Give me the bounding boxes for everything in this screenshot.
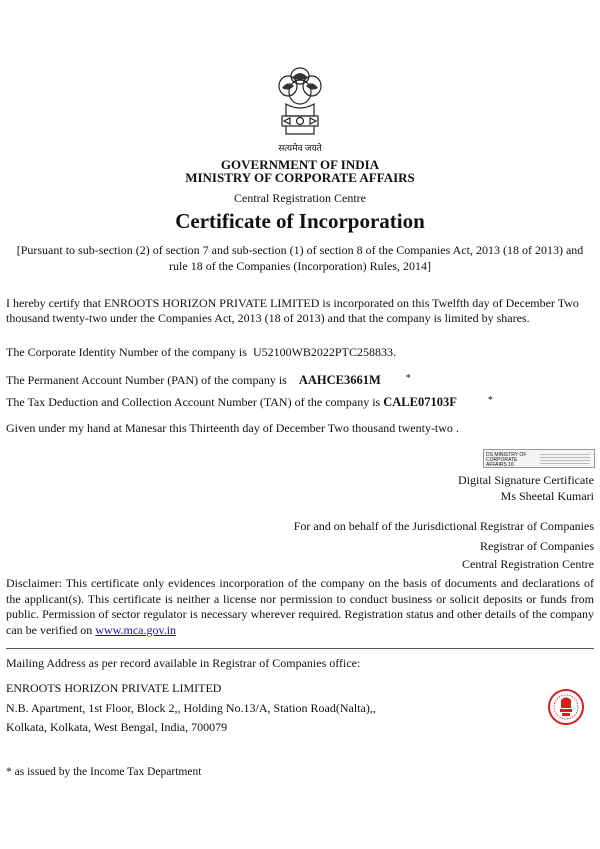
signer-name: Ms Sheetal Kumari <box>500 489 594 503</box>
dsc-label: Digital Signature Certificate <box>458 473 594 487</box>
mca-seal-icon <box>547 688 585 726</box>
emblem-motto: सत्यमेव जयते <box>278 143 322 153</box>
certificate-title: Certificate of Incorporation <box>175 209 425 233</box>
cin-value: U52100WB2022PTC258833. <box>252 345 396 359</box>
certification-statement: I hereby certify that ENROOTS HORIZON PRIVATE LIMITED is incorporated on this Twelfth day of December Two thousand twenty-two under the Companies Act, 2013 (18 of 2013) and that the company is limited by shares. <box>6 296 579 325</box>
mailing-address-line1: N.B. Apartment, 1st Floor, Block 2,, Holding No.13/A, Station Road(Nalta),, <box>6 701 376 715</box>
signature-stamp-details <box>540 452 590 464</box>
section-divider <box>6 648 594 649</box>
signature-stamp-text: DS MINISTRY OF CORPORATE AFFAIRS 16 <box>486 452 527 468</box>
cin-label: The Corporate Identity Number of the company is <box>6 345 247 359</box>
registrar-title: Registrar of Companies <box>480 539 594 553</box>
mailing-address-line2: Kolkata, Kolkata, West Bengal, India, 700079 <box>6 720 228 734</box>
footnote: * as issued by the Income Tax Department <box>6 766 202 778</box>
tan-asterisk: * <box>487 395 493 406</box>
mailing-address-heading: Mailing Address as per record available in Registrar of Companies office: <box>6 656 361 670</box>
pan-value: AAHCE3661M <box>298 373 381 387</box>
cin-line <box>6 345 396 360</box>
disclaimer <box>6 576 594 638</box>
digital-signature-stamp <box>483 449 595 468</box>
mailing-company-name: ENROOTS HORIZON PRIVATE LIMITED <box>6 681 222 695</box>
pan-line <box>6 373 411 388</box>
given-statement: Given under my hand at Manesar this Thirteenth day of December Two thousand twenty-two . <box>6 421 459 435</box>
pan-asterisk: * <box>405 373 411 384</box>
pan-label: The Permanent Account Number (PAN) of the company is <box>6 373 287 387</box>
tan-line <box>6 395 493 410</box>
registration-centre-heading: Central Registration Centre <box>234 191 366 205</box>
mca-website-link[interactable]: www.mca.gov.in <box>95 622 177 637</box>
government-heading: GOVERNMENT OF INDIA <box>220 157 380 172</box>
tan-value: CALE07103F <box>383 395 457 409</box>
disclaimer-text: Disclaimer: This certificate only evidences incorporation of the company on the basis of documents and declarations of the applicant(s). This certificate is neither a license nor permission to conduct business or solicit deposits or funds from public. Permission of sector regulator is necessary wherever required. Registration status and other details of the company can be verified on <box>6 576 594 637</box>
pursuant-clause: [Pursuant to sub-section (2) of section 7 and sub-section (1) of section 8 of the Companies Act, 2013 (18 of 2013) and rule 18 of the Companies (Incorporation) Rules, 2014] <box>16 243 584 273</box>
ministry-heading: MINISTRY OF CORPORATE AFFAIRS <box>185 170 415 185</box>
on-behalf-line: For and on behalf of the Jurisdictional Registrar of Companies <box>293 519 594 533</box>
registrar-centre: Central Registration Centre <box>462 557 594 571</box>
tan-label: The Tax Deduction and Collection Account Number (TAN) of the company is <box>6 395 381 409</box>
